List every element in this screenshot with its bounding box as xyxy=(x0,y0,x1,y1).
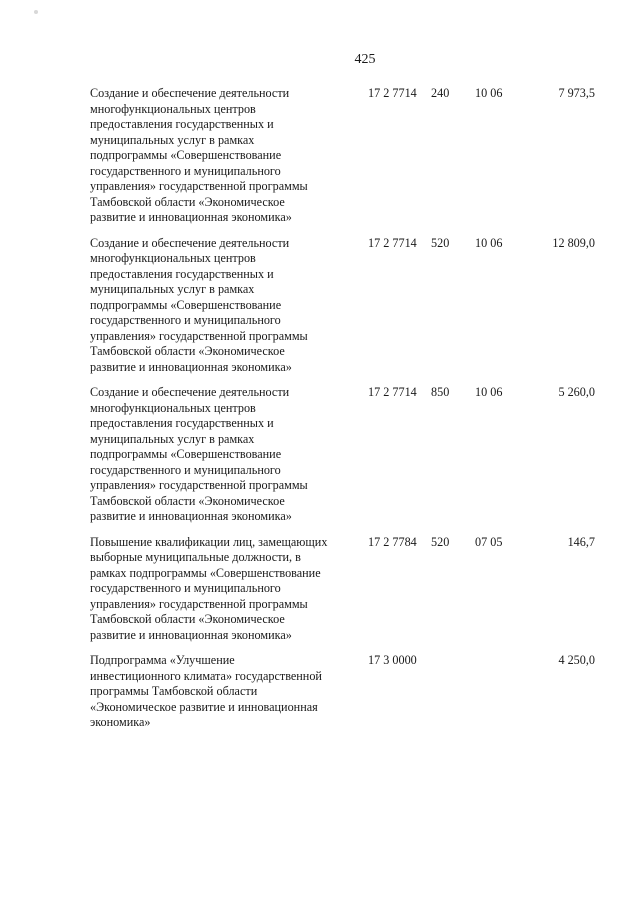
row-description: Повышение квалификации лиц, замещающих выборные муниципальные должности, в рамках подпрограммы «Совершенствование государственного и муниципального управления» государственной программы Тамбовской области «Экономическое развитие и инновационная экономика» xyxy=(90,534,328,642)
table-row xyxy=(0,653,640,731)
row-amount: 146,7 xyxy=(567,534,595,549)
row-expense-type: 850 xyxy=(431,385,450,399)
row-target-code: 17 2 7714 xyxy=(368,235,417,250)
table-row xyxy=(0,535,640,644)
row-target-code: 17 2 7784 xyxy=(368,534,417,549)
row-expense-type: 520 xyxy=(431,534,450,549)
row-target-code: 17 2 7714 xyxy=(368,385,417,399)
scan-speck xyxy=(34,10,38,14)
row-section-code: 10 06 xyxy=(475,235,503,250)
row-amount: 5 260,0 xyxy=(558,385,595,399)
budget-table xyxy=(0,86,640,741)
page-number: 425 xyxy=(354,52,376,67)
row-section-code: 07 05 xyxy=(475,534,503,549)
row-amount: 7 973,5 xyxy=(558,86,595,100)
row-description: Создание и обеспечение деятельности многофункциональных центров предоставления государственных и муниципальных услуг в рамках подпрограммы «Совершенствование государственного и муниципального управления» государственной программы Тамбовской области «Экономическое развитие и инновационная экономика» xyxy=(90,235,308,374)
table-row xyxy=(0,236,640,376)
row-expense-type: 240 xyxy=(431,86,450,100)
table-row xyxy=(0,385,640,525)
row-amount: 4 250,0 xyxy=(558,653,595,667)
table-row xyxy=(0,86,640,226)
row-description: Создание и обеспечение деятельности многофункциональных центров предоставления государственных и муниципальных услуг в рамках подпрограммы «Совершенствование государственного и муниципального управления» государственной программы Тамбовской области «Экономическое развитие и инновационная экономика» xyxy=(90,385,308,523)
row-section-code: 10 06 xyxy=(475,86,503,100)
row-expense-type: 520 xyxy=(431,235,450,250)
row-description: Подпрограмма «Улучшение инвестиционного климата» государственной программы Тамбовской области «Экономическое развитие и инновационная экономика» xyxy=(90,653,322,729)
row-target-code: 17 2 7714 xyxy=(368,86,417,100)
row-section-code: 10 06 xyxy=(475,385,503,399)
row-description: Создание и обеспечение деятельности многофункциональных центров предоставления государственных и муниципальных услуг в рамках подпрограммы «Совершенствование государственного и муниципального управления» государственной программы Тамбовской области «Экономическое развитие и инновационная экономика» xyxy=(90,86,308,224)
row-target-code: 17 3 0000 xyxy=(368,653,417,667)
row-amount: 12 809,0 xyxy=(552,235,595,250)
